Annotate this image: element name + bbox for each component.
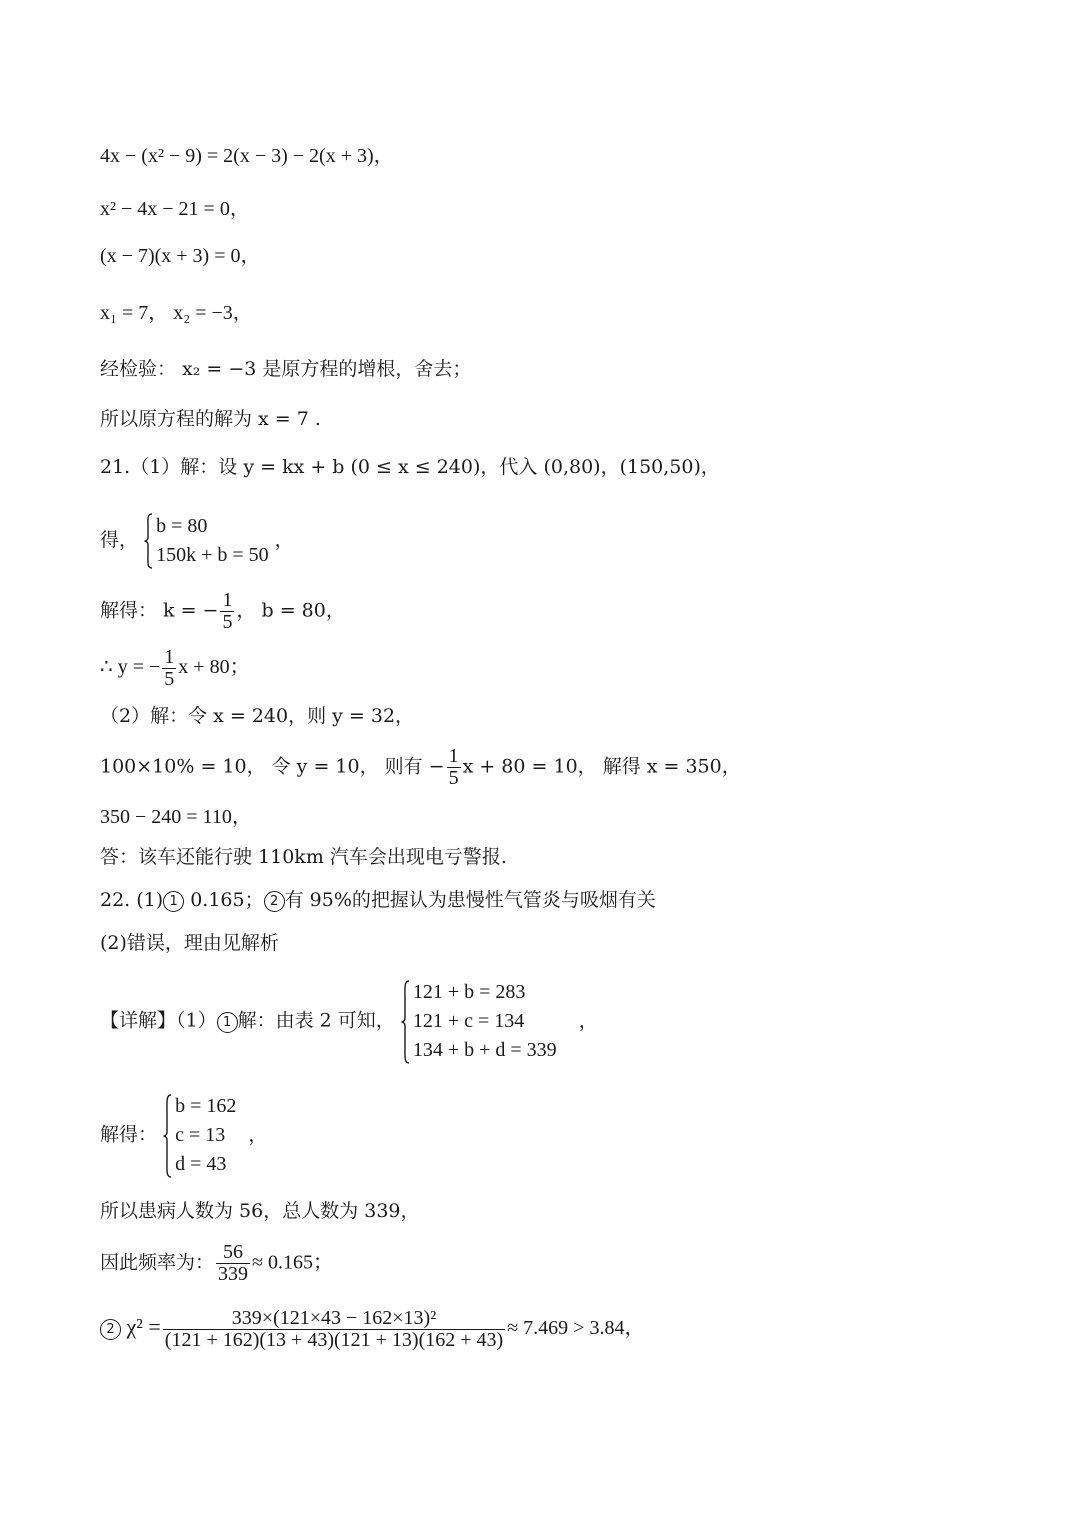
detail-system-line [100, 978, 598, 1065]
equation-system [401, 978, 557, 1065]
solved-prefix: 解得： [100, 1123, 158, 1146]
fraction-denominator: 339 [218, 1263, 249, 1285]
fraction-denominator: 5 [222, 611, 233, 633]
fraction-numerator: 339×(121×43 − 162×13)² [163, 1308, 505, 1330]
chi-square-line [100, 1308, 644, 1351]
q22-conclusion: 有 95%的把握认为患慢性气管炎与吸烟有关 [284, 889, 656, 911]
left-brace [401, 978, 410, 1065]
frequency-suffix: ≈ 0.165； [252, 1251, 333, 1274]
fraction [220, 590, 234, 633]
fraction-numerator: 56 [216, 1242, 250, 1264]
fraction [163, 1308, 505, 1351]
q22-answer-line [100, 891, 656, 912]
circled-number: 2 [264, 891, 285, 912]
chi-square-result: ≈ 7.469 > 3.84， [507, 1317, 645, 1340]
equation-line-3: (x − 7)(x + 3) = 0， [100, 245, 261, 267]
system-rows [413, 978, 557, 1065]
patient-count-line: 所以患病人数为 56，总人数为 339， [100, 1200, 420, 1222]
system-row: b = 162 [175, 1095, 237, 1117]
equation-system [163, 1092, 236, 1179]
fraction [447, 746, 461, 789]
chi-square-symbol: χ² = [121, 1314, 161, 1340]
q21-system-line [100, 512, 294, 570]
check-root-line: 经检验： x₂ = −3 是原方程的增根，舍去； [100, 358, 472, 380]
fraction-numerator: 1 [448, 745, 459, 767]
fraction-denominator: 5 [164, 668, 175, 690]
fraction-numerator: 1 [222, 589, 233, 611]
q22-number: 22. (1) [100, 889, 164, 911]
solve-x-prefix: 100×10% = 10， 令 y = 10， 则有 − [100, 755, 445, 778]
system-row: 150k + b = 50 [156, 544, 269, 566]
solved-suffix: ， b = 80， [236, 599, 345, 622]
solved-suffix: ， [248, 1123, 268, 1146]
solution-line: 所以原方程的解为 x = 7 . [100, 408, 321, 430]
q21-part2-line: （2）解：令 x = 240，则 y = 32， [100, 705, 415, 727]
q21-function-line [100, 647, 250, 690]
system-rows [156, 512, 269, 570]
system-row: b = 80 [156, 515, 208, 537]
frequency-prefix: 因此频率为： [100, 1251, 215, 1274]
system-row: d = 43 [175, 1153, 227, 1175]
function-prefix: ∴ y = − [100, 656, 161, 679]
system-rows [175, 1092, 236, 1179]
q21-solve-x-line [100, 746, 741, 789]
q21-difference-line: 350 − 240 = 110， [100, 806, 252, 828]
q21-part1-line: 21.（1）解：设 y = kx + b (0 ≤ x ≤ 240)，代入 (0,80)，(150,50)， [100, 456, 720, 478]
left-brace [144, 512, 153, 570]
system-row: 121 + c = 134 [412, 1010, 525, 1032]
q21-system-suffix: ， [274, 529, 294, 551]
system-row: 134 + b + d = 339 [412, 1039, 557, 1061]
fraction-denominator: (121 + 162)(13 + 43)(121 + 13)(162 + 43) [164, 1329, 504, 1351]
fraction [162, 647, 176, 690]
circled-number: 1 [163, 891, 184, 912]
solved-system-line [100, 1092, 267, 1179]
system-row: 121 + b = 283 [412, 981, 526, 1003]
detail-suffix: ， [578, 1009, 598, 1032]
q21-system-prefix: 得， [100, 529, 139, 551]
equation-system [144, 512, 269, 570]
q21-answer-line: 答：该车还能行驶 110km 汽车会出现电亏警报. [100, 846, 507, 868]
solve-x-suffix: x + 80 = 10， 解得 x = 350， [462, 755, 741, 778]
q21-solved-line [100, 590, 345, 633]
fraction-denominator: 5 [448, 767, 459, 789]
q22-part2-line: (2)错误，理由见解析 [100, 932, 279, 954]
detail-text: 解：由表 2 可知， [237, 1009, 395, 1032]
frequency-line [100, 1242, 333, 1285]
function-suffix: x + 80； [178, 656, 250, 679]
circled-number: 1 [217, 1012, 238, 1033]
equation-line-4: x₁ = 7， x₂ = −3， [100, 302, 253, 324]
q22-frequency: 0.165； [184, 889, 264, 911]
fraction [216, 1242, 250, 1285]
solved-prefix: 解得： k = − [100, 599, 219, 622]
system-row: c = 13 [175, 1124, 226, 1146]
detail-label: 【详解】（1） [100, 1009, 217, 1032]
left-brace [163, 1092, 172, 1179]
circled-number: 2 [100, 1319, 121, 1340]
fraction-numerator: 1 [164, 646, 175, 668]
equation-line-2: x² − 4x − 21 = 0， [100, 198, 250, 220]
equation-line-1: 4x − (x² − 9) = 2(x − 3) − 2(x + 3)， [100, 145, 394, 167]
